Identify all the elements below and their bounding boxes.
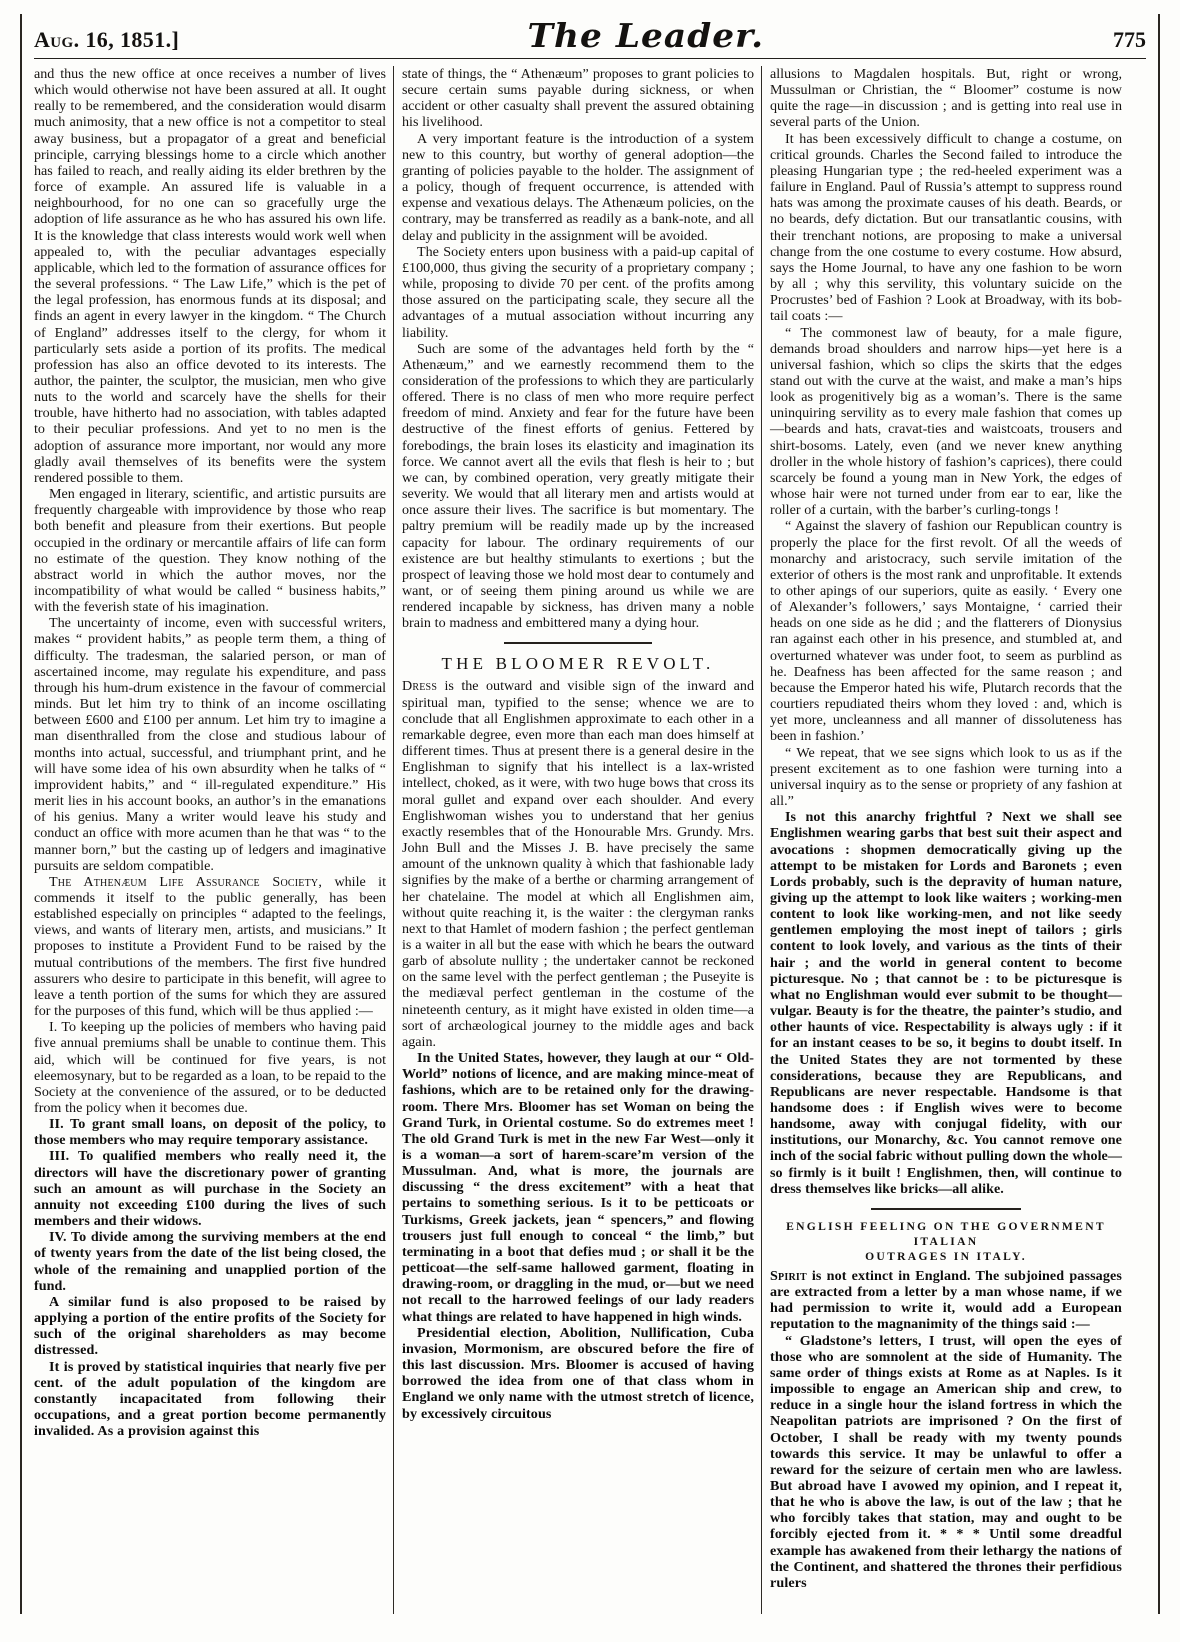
paragraph-text: IV. To divide among the surviving members at the end of twenty years from the date of the list being closed, the whole of the remaining and unapplied portion of the fund. [34,1229,386,1294]
paragraph [34,66,386,486]
paragraph [402,1325,754,1422]
paragraph [402,66,754,131]
paragraph-text: In the United States, however, they laugh at our “ Old-World” notions of licence, and are making mince-meat of fashions, which are to be retained only for the drawing-room. There Mrs. Bloomer has set Woman on being the Grand Turk, in Oriental costume. So do extremes meet ! The old Grand Turk is met in the new Far West—only it is a woman—a sort of harem-scare’m version of the Mussulman. And, what is more, the journals are discussing “ the dress excitement” with a heat that pertains to something serious. Is it to be petticoats or Turkisms, Greek jackets, jean “ spencers,” and flowing trousers just full enough to conceal “ the limb,” but terminating in a boot that defies mud ; or shall it be the petticoat—the self-same hallowed garment, floating in drawing-room, or draggling in the mud, or—but we need not recall to the harrowed feelings of our lady readers what things are related to have happened in high winds. [402,1050,754,1325]
paragraph [34,1148,386,1229]
paragraph-text: It is proved by statistical inquiries that nearly five per cent. of the adult population of the kingdom are constantly incapacitated from following their occupations, and a great portion become permanently invalided. As a provision against this [34,1358,386,1440]
section-rule [504,642,652,644]
paragraph-text: The uncertainty of income, even with successful writers, makes “ provident habits,” as people term them, a thing of difficulty. The tradesman, the salaried person, or man of ascertained income, may regulate his expenditure, and pass through his hum-drum existence in the favour of commercial minds. But let him try to think of an income oscillating between £600 and £100 per annum. Let him try to imagine a man disenthralled from the close and studious labour of months into actual, successful, and triumphant print, and he will have some idea of his own absurdity when he talks of “ improvident habits,” and “ ill-regulated expenditure.” His merit lies in his account books, an author’s in the emanations of his genius. Many a writer would leave his study and conduct an office with more acumen than he that was “ to the manner born,” but the casting up of ledgers and imaginative pursuits are seldom compatible. [34,615,386,874]
paragraph [34,1359,386,1440]
column-divider-2 [754,66,770,1622]
paragraph [770,1268,1122,1333]
paragraph-text: The Society enters upon business with a paid-up capital of £100,000, thus giving the security of a proprietary company ; while, proposing to divide 70 per cent. of the profits among those assured on the participating scale, they secure all the advantages of a mutual association without incurring any liability. [402,243,754,341]
paragraph [34,1294,386,1359]
paragraph [34,486,386,615]
publication-title: The Leader. [527,16,765,55]
paragraph [402,341,754,632]
paragraph-text: A very important feature is the introduction of a system new to this country, but worthy of general adoption—the granting of policies payable to the holder. The assignment of a policy, though of frequent occurrence, is attended with expense and vexatious delays. The Athenæum policies, on the contrary, may be transferred as readily as a bank-note, and all delay and publicity in the assignment will be avoided. [402,130,754,244]
paragraph-text: III. To qualified members who really need it, the directors will have the discretionary power of granting such an amount as will purchase in the Society an annuity not exceeding £100 during the lives of such members and their widows. [34,1148,386,1230]
paragraph-text: is not extinct in England. The subjoined passages are extracted from a letter by a man whose name, if we had permission to write it, would add a European reputation to the magnanimity of the things said :— [770,1267,1122,1333]
small-caps-lead-in: The Athenæum Life Assurance Society, [49,873,323,890]
column-2 [402,66,754,1622]
column-divider-1 [386,66,402,1622]
paragraph-text: “ Against the slavery of fashion our Republican country is properly the place for the first revolt. Of all the weeds of monarchy and aristocracy, such servile imitation of the exterior of others is the most rank and unprofitable. It extends to other apings of our superiors, quite as easily. ‘ Every one of Alexander’s followers,’ says Montaigne, ‘ carried their heads on one side as he did ; and the flatterers of Dionysius ran against each other in his presence, and stumbled at, and overturned whatever was under foot, to seem as purblind as he. Deafness has been affected for the same reason ; and because the Emperor hated his wife, Plutarch records that the courtiers repudiated theirs whom they loved : and, which is yet more, uncleanness and all manner of dissoluteness has been in fashion.’ [770,518,1122,745]
paragraph-text: Men engaged in literary, scientific, and artistic pursuits are frequently chargeable with improvidence by those who reap both benefit and pleasure from their exertions. But people occupied in the ordinary or mercantile affairs of life can form no estimate of the question. They know nothing of the abstract world in which the author moves, nor the incompatibility of what would be called “ business habits,” with the feverish state of his imagination. [34,486,386,616]
paragraph-text: “ Gladstone’s letters, I trust, will open the eyes of those who are somnolent at the side of Humanity. The same order of things exists at Rome as at Naples. Is it impossible to engage an American ship and crew, to reduce in a single hour the island fortress in which the Neapolitan patriots are imprisoned ? On the first of October, I shall be ready with my twenty pounds towards this service. It may be unlawful to offer a reward for the seizure of certain men who are lawless. But abroad have I avowed my opinion, and I repeat it, that he who is above the law, is out of the law ; that he who forcibly takes that station, may and ought to be forcibly ejected from it. * * * Until some dreadful example has awakened from their lethargy the nations of the Continent, and shattered the thrones their perfidious rulers [770,1332,1122,1591]
page-number: 775 [1113,27,1146,52]
paragraph [402,1050,754,1325]
paragraph-text: I. To keeping up the policies of members who having paid five annual premiums shall be unable to continue them. This aid, which will be continued for five years, is not eleemosynary, but to be regarded as a loan, to be repaid to the Society at the convenience of the assured, or to be deducted from the policy when it becomes due. [34,1019,386,1116]
paragraph [34,874,386,1019]
paragraph [34,1229,386,1294]
paragraph-text: Such are some of the advantages held forth by the “ Athenæum,” and we earnestly recommend them to the consideration of the professions to which they are particularly offered. There is no class of men who more require perfect freedom of mind. Anxiety and fear for the future have been destructive of the finest efforts of genius. Fettered by forebodings, the brain loses its elasticity and imagination its force. We cannot avert all the evils that flesh is heir to ; but we can, by combined operation, very greatly mitigate their severity. We would that all literary men and artists would at once assure their lives. The sacrifice is but momentary. The paltry premium will be readily made up by the increased capacity for labour. The ordinary requirements of our existence are but healthy stimulants to exertions ; but the prospect of leaving those we hold most dear to contumely and want, or of seeing them pining around us while we are rendered incapable by sickness, has driven many a noble brain to madness and embittered many a dying hour. [402,340,754,632]
small-caps-lead-in: Dress [402,678,438,695]
paragraph-text: II. To grant small loans, on deposit of the policy, to those members who may require temporary assistance. [34,1116,386,1149]
paragraph [770,131,1122,325]
paragraph-text: and thus the new office at once receives a number of lives which would otherwise not have been assured at all. It ought really to be remembered, and the consideration would disarm much animosity, that a new office is not a competitor to steal away business, but a propagator of a great and beneficial principle, carrying blessings home to a circle which another has failed to reach, and really aiding its elder brethren by the force of example. An assured life is valuable in a neighbourhood, for no one can so gracefully urge the adoption of life assurance as he who has assured his own life. It is the knowledge that class interests would work well when appealed to, with the peculiar advantages especially applicable, which led to the formation of assurance offices for the several professions. “ The Law Life,” which is the pet of the legal profession, has enormous funds at its disposal; and finds an agent in every lawyer in the kingdom. “ The Church of England” addresses itself to the clergy, for whom it particularly sets aside a portion of its profits. The medical profession has also an office devoted to its interests. The author, the painter, the sculptor, the musician, men who give nuts to the world and scarcely have the shells for their trouble, have hitherto had no association, with tables adapted to their peculiar professions. And yet to no men is the adoption of assurance more important, nor would any more gladly avail themselves of its benefits were the system rendered possible to them. [34,66,386,486]
paragraph-text: A similar fund is also proposed to be raised by applying a portion of the entire profits of the Society for such of the original shareholders as may become distressed. [34,1293,386,1359]
section-heading-line-1: ENGLISH FEELING ON THE GOVERNMENT ITALIAN [786,1219,1106,1248]
issue-date: Aug. 16, 1851.] [34,27,180,52]
page-border-right [1158,14,1160,1614]
paragraph-text: Presidential election, Abolition, Nullification, Cuba invasion, Mormonism, are obscured before the fire of this last discussion. Mrs. Bloomer is accused of having borrowed the idea from one of that class whom in England we only name with the utmost stretch of licence, by excessively circuitous [402,1324,754,1422]
column-3 [770,66,1122,1622]
paragraph [770,518,1122,744]
paragraph [34,615,386,874]
section-heading-bloomer-revolt: THE BLOOMER REVOLT. [441,654,715,674]
masthead [34,16,1146,56]
paragraph [770,1333,1122,1592]
paragraph [770,809,1122,1197]
paragraph [770,325,1122,519]
section-heading-line-2: OUTRAGES IN ITALY. [865,1249,1027,1263]
paragraph [34,1019,386,1116]
paragraph [770,66,1122,131]
paragraph-text: It has been excessively difficult to change a costume, on critical grounds. Charles the Second failed to introduce the pleasing Hungarian type ; the red-heeled experiment was a failure in England. Paul of Russia’s attempt to suppress round hats was among the proximate causes of his death. Beards, or no beards, defy dictation. But our transatlantic cousins, with their trenchant notions, are proposing to make a universal change from the one costume to every costume. How absurd, says the Home Journal, to have any one fashion to be worn by all ; why this servility, this voluntary suicide on the Procrustes’ bed of Fashion ? Look at Broadway, with its bob-tail coats :— [770,130,1122,325]
section-heading-english-feeling [770,1219,1122,1264]
paragraph [402,131,754,244]
paragraph [402,678,754,1050]
paragraph-text: allusions to Magdalen hospitals. But, right or wrong, Mussulman or Christian, the “ Bloomer” costume is now quite the rage—in discussion ; and is getting into real use in several parts of the Union. [770,66,1122,131]
paragraph [34,1116,386,1148]
paragraph-text: while it commends it itself to the public generally, has been established especially on principles “ adapted to the feelings, views, and wants of literary men, artists, and musicians.” It proposes to institute a Provident Fund to be raised by the mutual contributions of the members. The first five hundred assurers who desire to participate in this benefit, will agree to leave a tenth portion of the sums for which they are assured for the purposes of this fund, which will be thus applied :— [34,873,386,1020]
section-rule [871,1208,1021,1210]
column-1 [34,66,386,1622]
page-border-left [20,14,22,1614]
paragraph-text: “ The commonest law of beauty, for a male figure, demands broad shoulders and narrow hips—yet here is a universal fashion, which so clips the skirts that the edges stand out with the curve at the waist, and make a man’s hips look as progenitively big as a woman’s. There is the same uninquiring servility as to every male fashion that comes up—beards and hats, cravat-ties and waistcoats, trousers and shirt-bosoms. Lately, even (and we never knew anything droller in the whole history of fashion’s caprices), there could scarcely be found a young man in New York, the edges of whose hair were not turned under from ear to ear, like the roller of a curtain, with the barber’s curling-tongs ! [770,324,1122,519]
paragraph-text: is the outward and visible sign of the inward and spiritual man, typified to the sense; whence we are to conclude that all Englishmen approximate to each other in a remarkable degree, even more than each man does himself at different times. Thus at present there is a general desire in the Englishman to signify that his intellect is a lax-wristed intellect, choked, as it were, with two huge bows that cross its moral gullet and expand over each shoulder. And every Englishwoman wishes you to understand that her genius exactly resembles that of the Honourable Mrs. Grundy. Mrs. John Bull and the Misses J. B. have precisely the same amount of the unknown quality à which that fashionable lady signifies by the make of a berthe or charming arrangement of her chatelaine. The model at which all Englishmen aim, without quite reaching it, is the waiter : the clergyman ranks next to that Hamlet of modern fashion ; the perfect gentleman is a waiter in all but the ease with which he bears the outward garb of absolute nullity ; the undertaker cannot be reckoned on the same level with the perfect gentleman ; the Puseyite is the mediæval perfect gentleman in the costume of the nineteenth century, as it might have existed in olden time—a sort of archæological journey to the middle ages and back again. [402,678,754,1050]
paragraph-text: “ We repeat, that we see signs which look to us as if the present excitement as to one fashion were turning into a universal inquiry as to the sense or propriety of any fashion at all.” [770,744,1122,810]
column-container [34,66,1146,1622]
paragraph [770,745,1122,810]
paragraph-text: state of things, the “ Athenæum” proposes to grant policies to secure certain sums payable during sickness, or when accident or other casualty shall prevent the assured obtaining his livelihood. [402,66,754,131]
small-caps-lead-in: Spirit [770,1267,807,1284]
masthead-rule [34,58,1146,59]
paragraph [402,244,754,341]
paragraph-text: Is not this anarchy frightful ? Next we shall see Englishmen wearing garbs that best suit their aspect and avocations : shopmen democratically giving up the attempt to be mistaken for Lords and Baronets ; even Lords probably, such is the depravity of human nature, giving up the attempt to look like waiters ; working-men content to look like working-men, and not like seedy gentlemen employing the most inept of tailors ; girls content to look lovely, and various as the tints of their hair ; and the world in general content to become picturesque. No ; that cannot be : to be picturesque is what no Englishman would ever submit to be thought—vulgar. Beauty is for the theatre, the painter’s studio, and other haunts of vice. Respectability is always ugly : if it for an instant ceases to be so, it begins to doubt itself. In the United States they are not tormented by these considerations, because they are Republicans, and Republicans are never respectable. Handsome is that handsome does : if English wives were to become handsome, away with conjugal fidelity, with our institutions, our Monarchy, &c. You cannot remove one inch of the social fabric without pulling down the whole—so firmly is it built ! Englishmen, then, will continue to dress themselves like bricks—all alike. [770,809,1122,1197]
